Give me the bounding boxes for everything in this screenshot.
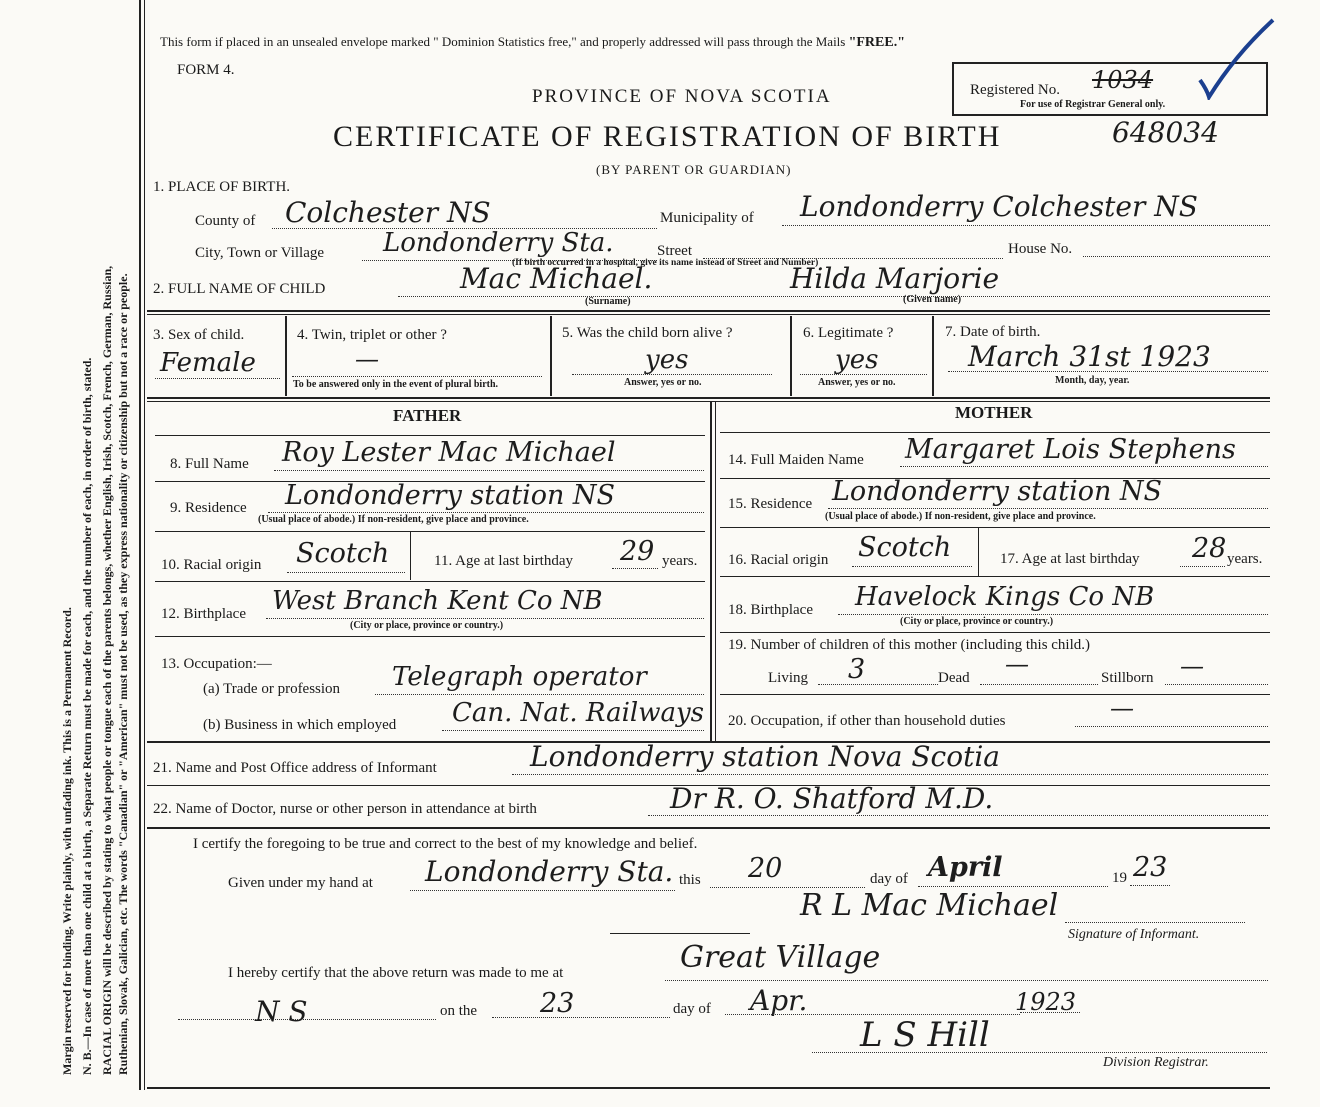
sex-label: 3. Sex of child.: [153, 327, 245, 343]
page-subtitle: (BY PARENT OR GUARDIAN): [596, 162, 792, 177]
doctor-label: 22. Name of Doctor, nurse or other person in attendance at birth: [153, 801, 537, 817]
registrar-use-note: For use of Registrar General only.: [1020, 99, 1166, 110]
informant-value: Londonderry station Nova Scotia: [530, 740, 1000, 773]
rule: [155, 636, 705, 637]
parents-divider: [710, 401, 712, 741]
this-label: this: [679, 872, 701, 888]
mother-occupation-label: 20. Occupation, if other than household duties: [728, 713, 1006, 729]
rule: [147, 314, 1270, 315]
living-line: [818, 684, 938, 685]
trade-value: Telegraph operator: [392, 662, 647, 692]
twin-note: To be answered only in the event of plural birth.: [293, 379, 499, 390]
child-surname: Mac Michael.: [460, 262, 653, 295]
business-line: [442, 730, 704, 731]
trade-line: [375, 694, 704, 695]
registrar-province: N S: [255, 995, 308, 1028]
margin-note-multiple-births: N. B.—In case of more than one child at a birth, a Separate Return must be made for each, and the number of each, in order of birth, stated.: [80, 357, 94, 1075]
father-birthplace-value: West Branch Kent Co NB: [272, 586, 603, 616]
informant-line: [512, 774, 1268, 775]
twin-value: —: [355, 345, 379, 373]
father-heading: FATHER: [393, 406, 462, 425]
rule: [155, 435, 705, 436]
registrar-province-line: [178, 1019, 436, 1020]
county-label: County of: [195, 213, 256, 229]
alive-value: yes: [645, 345, 689, 375]
registrar-signature-line: [812, 1052, 1267, 1053]
municipality-label: Municipality of: [660, 210, 754, 226]
mother-residence-value: Londonderry station NS: [832, 476, 1163, 507]
alive-line: [572, 374, 772, 375]
margin-note-binding: Margin reserved for binding. Write plainly, with unfading ink. This is a Permanent Record.: [60, 607, 74, 1075]
father-birthplace-label: 12. Birthplace: [161, 606, 246, 622]
house-line: [1083, 256, 1270, 257]
informant-label: 21. Name and Post Office address of Informant: [153, 760, 437, 776]
father-age-line: [612, 568, 658, 569]
rule: [155, 531, 705, 532]
province-heading: PROVINCE OF NOVA SCOTIA: [532, 86, 832, 107]
rule: [720, 576, 1270, 577]
sex-value: Female: [160, 348, 256, 378]
rule: [147, 310, 1270, 312]
living-label: Living: [768, 670, 808, 686]
father-age-unit: years.: [662, 553, 698, 569]
place-of-birth-heading: 1. PLACE OF BIRTH.: [153, 179, 291, 195]
rule: [147, 827, 1270, 829]
mother-occupation-line: [1075, 726, 1268, 727]
legitimate-line: [800, 374, 927, 375]
doctor-line: [648, 815, 1268, 816]
mother-occupation-value: —: [1110, 694, 1134, 722]
cell-divider: [790, 316, 792, 396]
mother-birthplace-note: (City or place, province or country.): [900, 616, 1054, 627]
informant-signature-line: [1065, 922, 1245, 923]
alive-note: Answer, yes or no.: [624, 377, 702, 388]
mother-name-label: 14. Full Maiden Name: [728, 452, 864, 468]
mother-age-value: 28: [1192, 533, 1227, 564]
rule: [720, 632, 1270, 633]
bottom-rule: [147, 1087, 1270, 1089]
father-race-label: 10. Racial origin: [161, 557, 262, 573]
given-month-line: [918, 886, 1108, 887]
father-residence-value: Londonderry station NS: [285, 480, 616, 511]
day-of-label: day of: [870, 871, 908, 887]
binding-margin: [0, 0, 140, 1107]
father-birthplace-note: (City or place, province or country.): [350, 620, 504, 631]
cell-divider: [550, 316, 552, 396]
given-place-line: [410, 890, 675, 891]
mother-heading: MOTHER: [955, 403, 1033, 422]
mother-residence-label: 15. Residence: [728, 496, 813, 512]
registrar-year-line: [1020, 1012, 1080, 1013]
county-value: Colchester NS: [285, 196, 491, 229]
cell-divider: [285, 316, 287, 396]
father-age-value: 29: [620, 536, 655, 567]
dead-value: —: [1005, 650, 1029, 678]
certificate-number: 648034: [1112, 116, 1219, 149]
margin-rule-inner: [144, 0, 145, 1090]
living-value: 3: [848, 654, 866, 685]
registrar-year: 1923: [1015, 988, 1077, 1016]
hospital-note: (If birth occurred in a hospital, give its name instead of Street and Number): [512, 258, 819, 268]
mother-race-label: 16. Racial origin: [728, 552, 829, 568]
given-name-caption: (Given name): [903, 294, 962, 305]
rule: [155, 581, 705, 582]
twin-line: [292, 376, 542, 377]
father-residence-note: (Usual place of abode.) If non-resident, give place and province.: [258, 514, 529, 525]
mother-age-label: 17. Age at last birthday: [1000, 551, 1140, 567]
father-occupation-label: 13. Occupation:—: [161, 656, 272, 672]
rule: [610, 933, 750, 934]
checkmark-icon: [1195, 15, 1280, 100]
father-residence-label: 9. Residence: [170, 500, 247, 516]
mother-birthplace-value: Havelock Kings Co NB: [855, 582, 1155, 612]
informant-signature-caption: Signature of Informant.: [1068, 927, 1200, 942]
city-label: City, Town or Village: [195, 245, 325, 261]
municipality-value: Londonderry Colchester NS: [800, 190, 1198, 223]
mother-residence-line: [828, 508, 1268, 509]
rule: [720, 432, 1270, 433]
cell-divider: [410, 532, 411, 580]
registered-label: Registered No.: [970, 82, 1060, 98]
father-birthplace-line: [266, 618, 704, 619]
father-age-label: 11. Age at last birthday: [434, 553, 573, 569]
mother-birthplace-line: [838, 614, 1268, 615]
sex-line: [155, 378, 280, 379]
rule: [147, 401, 1270, 402]
father-name-value: Roy Lester Mac Michael: [282, 437, 616, 468]
registrar-day: 23: [540, 988, 575, 1019]
surname-caption: (Surname): [585, 296, 631, 307]
municipality-line: [782, 225, 1270, 226]
given-month: April: [928, 852, 1003, 883]
mother-name-value: Margaret Lois Stephens: [905, 434, 1236, 465]
business-label: (b) Business in which employed: [203, 717, 397, 733]
registrar-day-line: [492, 1017, 670, 1018]
legitimate-note: Answer, yes or no.: [818, 377, 896, 388]
form-number: FORM 4.: [177, 62, 235, 78]
registrar-signature: L S Hill: [860, 1015, 990, 1055]
given-under-label: Given under my hand at: [228, 875, 373, 891]
mother-race-line: [852, 566, 972, 567]
dead-label: Dead: [938, 670, 970, 686]
mother-age-line: [1180, 566, 1225, 567]
city-value: Londonderry Sta.: [383, 228, 614, 258]
dob-label: 7. Date of birth.: [945, 324, 1041, 340]
cell-divider: [978, 528, 979, 576]
parents-divider: [715, 401, 716, 741]
given-year: 23: [1133, 852, 1168, 883]
mother-name-line: [900, 466, 1268, 467]
mother-race-value: Scotch: [858, 532, 952, 563]
stillborn-label: Stillborn: [1101, 670, 1154, 686]
legitimate-value: yes: [835, 345, 879, 375]
given-day: 20: [748, 853, 783, 884]
registrar-place: Great Village: [680, 940, 881, 975]
stillborn-line: [1165, 684, 1268, 685]
father-residence-line: [268, 512, 704, 513]
dob-line: [948, 371, 1268, 372]
doctor-value: Dr R. O. Shatford M.D.: [670, 782, 994, 815]
certify-statement: I certify the foregoing to be true and correct to the best of my knowledge and belief.: [193, 836, 698, 852]
page-title: CERTIFICATE OF REGISTRATION OF BIRTH: [333, 120, 1002, 153]
cell-divider: [932, 316, 934, 396]
child-given-name: Hilda Marjorie: [790, 262, 1000, 295]
alive-label: 5. Was the child born alive ?: [562, 325, 733, 341]
registrar-signature-caption: Division Registrar.: [1103, 1055, 1209, 1070]
given-place: Londonderry Sta.: [425, 855, 674, 888]
rule: [720, 694, 1270, 695]
father-name-line: [274, 470, 704, 471]
trade-label: (a) Trade or profession: [203, 681, 341, 697]
registrar-place-line: [665, 980, 1268, 981]
registered-number: 1034: [1092, 66, 1154, 94]
informant-signature: R L Mac Michael: [800, 888, 1059, 923]
year-prefix: 19: [1112, 870, 1127, 886]
rule: [720, 527, 1270, 528]
registrar-statement: I hereby certify that the above return was made to me at: [228, 965, 564, 981]
dob-note: Month, day, year.: [1055, 375, 1130, 386]
mother-age-unit: years.: [1227, 551, 1263, 567]
dob-value: March 31st 1923: [968, 340, 1211, 373]
legitimate-label: 6. Legitimate ?: [803, 325, 894, 341]
registrar-day-of-label: day of: [673, 1001, 711, 1017]
street-label: Street: [657, 243, 692, 259]
registrar-month: Apr.: [750, 984, 808, 1017]
business-value: Can. Nat. Railways: [452, 698, 704, 728]
child-name-label: 2. FULL NAME OF CHILD: [153, 281, 326, 297]
house-label: House No.: [1008, 241, 1073, 257]
margin-note-racial-origin-2: Ruthenian, Slovak, Galician, etc. The words "Canadian" or "American" must not be used, as they express nationality or citizenship but not a race or people.: [116, 273, 130, 1075]
father-race-line: [287, 572, 405, 573]
children-count-label: 19. Number of children of this mother (including this child.): [728, 637, 1091, 653]
dead-line: [980, 684, 1098, 685]
father-name-label: 8. Full Name: [170, 456, 249, 472]
on-the-label: on the: [440, 1003, 478, 1019]
margin-rule: [139, 0, 141, 1090]
mother-residence-note: (Usual place of abode.) If non-resident, give place and province.: [825, 511, 1096, 522]
given-year-line: [1130, 885, 1170, 886]
father-race-value: Scotch: [296, 538, 390, 569]
margin-note-racial-origin: RACIAL ORIGIN will be described by stating to what people or tongue each of the parents belongs, whether English, Irish, Scotch, French, German, Russian,: [100, 265, 114, 1075]
child-name-line: [398, 296, 1270, 297]
mother-birthplace-label: 18. Birthplace: [728, 602, 813, 618]
stillborn-value: —: [1180, 652, 1204, 680]
mail-notice: This form if placed in an unsealed envelope marked " Dominion Statistics free," and properly addressed will pass through the Mails "FREE.": [160, 34, 905, 50]
rule: [147, 397, 1270, 399]
twin-label: 4. Twin, triplet or other ?: [297, 327, 447, 343]
